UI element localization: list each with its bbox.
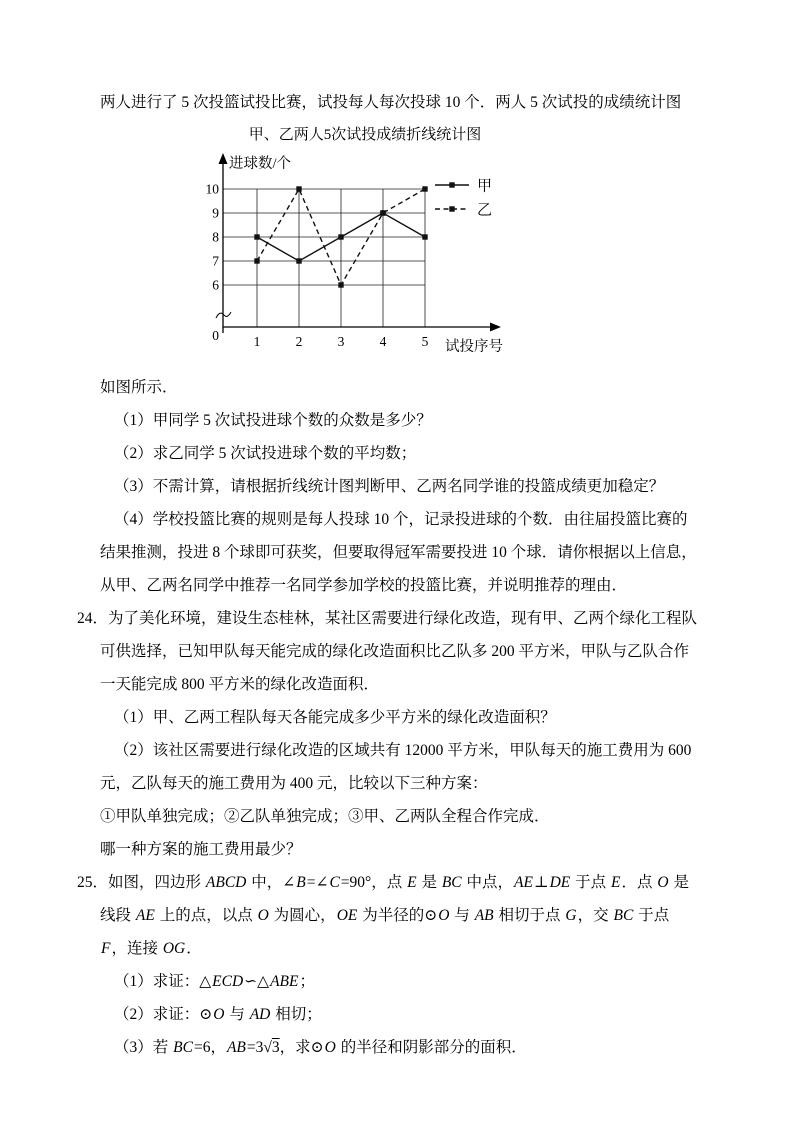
data-point bbox=[296, 258, 301, 263]
data-point bbox=[254, 258, 259, 263]
legend-label: 乙 bbox=[477, 202, 493, 219]
y-axis-title: 进球数/个 bbox=[229, 156, 292, 172]
y-tick-label: 7 bbox=[212, 253, 219, 269]
y-tick-label: 9 bbox=[212, 205, 219, 221]
y-axis-arrow-icon bbox=[219, 153, 228, 164]
q24-item-1: （1）甲、乙两工程队每天各能完成多少平方米的绿化改造面积？ bbox=[114, 709, 556, 726]
line-chart bbox=[205, 119, 525, 371]
y-tick-label: 8 bbox=[212, 229, 219, 245]
q23-item-1: （1）甲同学 5 次试投进球个数的众数是多少？ bbox=[114, 412, 432, 429]
data-point bbox=[422, 234, 427, 239]
data-point bbox=[338, 282, 343, 287]
data-point bbox=[296, 186, 301, 191]
data-point bbox=[338, 234, 343, 239]
x-tick-label: 3 bbox=[337, 334, 345, 349]
x-tick-label: 5 bbox=[421, 334, 429, 349]
legend-marker bbox=[449, 206, 454, 211]
y-tick-label: 6 bbox=[212, 277, 219, 293]
x-axis-arrow-icon bbox=[490, 323, 501, 332]
data-point bbox=[422, 186, 427, 191]
x-axis-title: 试投序号 bbox=[445, 339, 503, 355]
question-25-stem: 25．如图，四边形 ABCD 中，∠B=∠C=90°，点 E 是 BC 中点，AE⊥DE 于点 E．点 O 是线段 AE 上的点，以点 O 为圆心，OE 为半径的⊙O 与 AB 相切于点 G，交 BC 于点 F，连接 OG． bbox=[77, 874, 689, 957]
q23-item-2: （2）求乙同学 5 次试投进球个数的平均数； bbox=[114, 445, 417, 462]
q25-item-3: （3）若 BC=6，AB=3√3，求⊙O 的半径和阴影部分的面积． bbox=[114, 1039, 527, 1056]
legend-marker bbox=[449, 182, 454, 187]
q23-item-4: （4）学校投篮比赛的规则是每人投球 10 个，记录投进球的个数．由往届投篮比赛的结果推测，投进 8 个球即可获奖，但要取得冠军需要投进 10 个球．请你根据以上信息，从甲、乙两名同学中推荐一名同学参加学校的投篮比赛，并说明推荐的理由． bbox=[100, 511, 697, 594]
y-tick-label: 10 bbox=[205, 181, 219, 197]
x-tick-label: 1 bbox=[253, 334, 261, 349]
data-point bbox=[254, 234, 259, 239]
q25-item-2: （2）求证：⊙O 与 AD 相切； bbox=[114, 1006, 322, 1023]
question-23-intro: 两人进行了 5 次投篮试投比赛，试投每人每次投球 10 个．两人 5 次试投的成绩统计图 bbox=[100, 94, 682, 111]
x-tick-label: 4 bbox=[379, 334, 387, 349]
legend-label: 甲 bbox=[477, 178, 493, 195]
chart-title: 甲、乙两人5次试投成绩折线统计图 bbox=[248, 127, 482, 143]
x-tick-label: 2 bbox=[295, 334, 303, 349]
q24-plans-line: ①甲队单独完成；②乙队单独完成；③甲、乙两队全程合作完成． bbox=[100, 808, 550, 825]
q23-item-3: （3）不需计算，请根据折线统计图判断甲、乙两名同学谁的投篮成绩更加稳定？ bbox=[114, 478, 665, 495]
after-chart-text: 如图所示． bbox=[100, 379, 178, 396]
q24-final-line: 哪一种方案的施工费用最少？ bbox=[100, 841, 302, 858]
data-point bbox=[380, 210, 385, 215]
question-24-stem: 24．为了美化环境，建设生态桂林，某社区需要进行绿化改造，现有甲、乙两个绿化工程队可供选择，已知甲队每天能完成的绿化改造面积比乙队多 200 平方米，甲队与乙队合作一天能完成 800 平方米的绿化改造面积． bbox=[77, 610, 698, 693]
q24-item-2: （2）该社区需要进行绿化改造的区域共有 12000 平方米，甲队每天的施工费用为 600 元，乙队每天的施工费用为 400 元，比较以下三种方案： bbox=[100, 742, 692, 792]
q25-item-1: （1）求证：△ECD∽△ABE； bbox=[114, 973, 316, 990]
origin-label: 0 bbox=[212, 328, 219, 343]
line-chart-svg bbox=[205, 151, 525, 359]
